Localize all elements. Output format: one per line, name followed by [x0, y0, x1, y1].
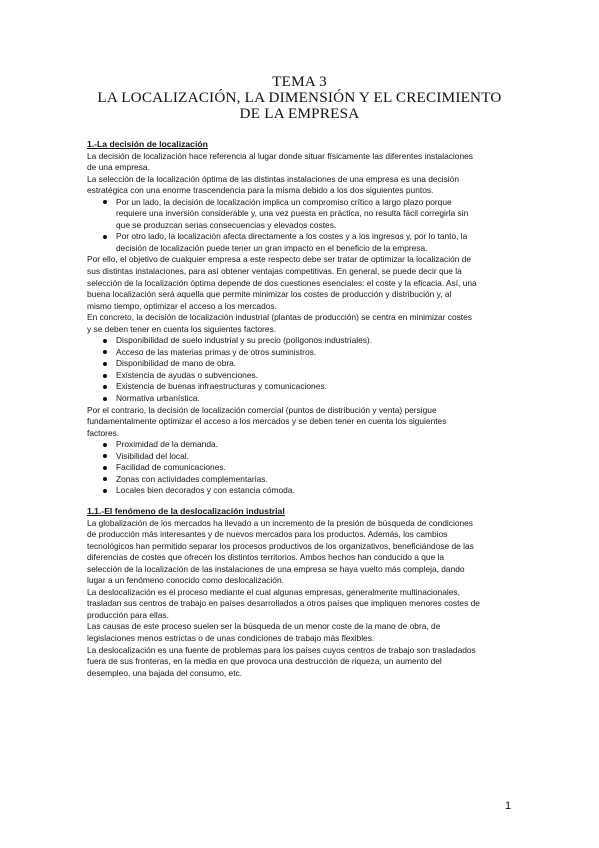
list-item: Existencia de buenas infraestructuras y comunicaciones.: [102, 381, 517, 393]
list-item: [102, 197, 517, 232]
text-line: y se deben tener en cuenta los siguientes factores.: [87, 323, 277, 334]
text-line: de una empresa.: [87, 162, 150, 173]
title-line: DE LA EMPRESA: [239, 104, 360, 122]
text-line: La decisión de localización hace referencia al lugar donde situar físicamente las diferentes instalaciones: [87, 150, 473, 161]
paragraph: [87, 174, 517, 197]
list-item: Normativa urbanística.: [102, 393, 517, 405]
text-line: La deslocalización es una fuente de problemas para los países cuyos centros de trabajo son trasladados: [87, 644, 476, 655]
paragraph: [87, 254, 517, 312]
text-line: de producción más interesantes y de nuevos mercados para los productos. Además, los cambios: [87, 529, 448, 540]
text-line: En concreto, la decisión de localización industrial (plantas de producción) se centra en minimizar costes: [87, 312, 472, 323]
paragraph: [87, 405, 517, 440]
text-line: desempleo, una bajada del consumo, etc.: [87, 667, 243, 678]
text-line: buena localización será aquella que permite minimizar los costes de producción y distribución y, al: [87, 289, 452, 300]
document-body: [87, 139, 517, 679]
text-line: estratégica con una enorme trascendencia para la misma debido a los dos siguientes puntos.: [87, 185, 434, 196]
list-item: Visibilidad del local.: [102, 451, 517, 463]
bullet-list: [87, 439, 517, 497]
title-line: LA LOCALIZACIÓN, LA DIMENSIÓN Y EL CRECIMIENTO: [97, 88, 502, 106]
title-line: TEMA 3: [272, 73, 327, 90]
section-heading: 1.-La decisión de localización: [87, 139, 208, 149]
text-line: La globalización de los mercados ha llevado a un incremento de la presión de búsqueda de condiciones: [87, 517, 473, 528]
text-line: La selección de la localización óptima de las distintas instalaciones de una empresa es una decisión: [87, 173, 459, 184]
text-line: decisión de localización puede tener un gran impacto en el beneficio de la empresa.: [116, 242, 428, 253]
list-item: Existencia de ayudas o subvenciones.: [102, 370, 517, 382]
text-line: legislaciones menos estrictas o de unas condiciones de trabajo más flexibles.: [87, 632, 375, 643]
text-line: fuera de sus fronteras, en la media en que provoca una destrucción de riqueza, un aumento del: [87, 656, 442, 667]
list-item: Locales bien decorados y con estancia cómoda.: [102, 485, 517, 497]
text-line: diferencias de costes que ofrecen los distintos territorios. Ambos hechos han conducido a que la: [87, 552, 445, 563]
paragraph: [87, 621, 517, 644]
list-item: Proximidad de la demanda.: [102, 439, 517, 451]
list-item: Disponibilidad de suelo industrial y su precio (polígonos industriales).: [102, 335, 517, 347]
section-heading: 1.1.-El fenómeno de la deslocalización industrial: [87, 505, 285, 516]
list-item: Facilidad de comunicaciones.: [102, 462, 517, 474]
list-item: Acceso de las materias primas y de otros suministros.: [102, 347, 517, 359]
text-line: Las causas de este proceso suelen ser la búsqueda de un menor coste de la mano de obra, de: [87, 621, 441, 632]
text-line: que se produzcan serias consecuencias y elevados costes.: [116, 219, 337, 230]
text-line: Por el contrario, la decisión de localización comercial (puntos de distribución y venta) persigue: [87, 404, 437, 415]
text-line: selección de la localización de las instalaciones de una empresa se haya vuelto más compleja, dando: [87, 563, 465, 574]
text-line: selección de la localización óptima depende de dos cuestiones esenciales: el coste y la eficacia. Así, una: [87, 277, 477, 288]
text-line: Por otro lado, la localización afecta directamente a los costes y a los ingresos y, por lo tanto, la: [116, 231, 468, 242]
text-line: mismo tiempo, optimizar el acceso a los mercados.: [87, 300, 277, 311]
text-line: sus distintas instalaciones, para así obtener ventajas competitivas. En general, se puede decir que la: [87, 266, 462, 277]
text-line: Por un lado, la decisión de localización implica un compromiso crítico a largo plazo porque: [116, 196, 452, 207]
text-line: Por ello, el objetivo de cualquier empresa a este respecto debe ser tratar de optimizar la localización de: [87, 254, 472, 265]
text-line: tecnológicos han permitido separar los procesos productivos de los organizativos, beneficiándose de las: [87, 540, 474, 551]
document-title: [60, 74, 539, 121]
bullet-list: [87, 335, 517, 404]
text-line: producción para ellas.: [87, 609, 169, 620]
paragraph: [87, 518, 517, 587]
text-line: factores.: [87, 427, 120, 438]
bullet-list: [87, 197, 517, 255]
paragraph: [87, 587, 517, 622]
list-item: [102, 231, 517, 254]
paragraph: [87, 645, 517, 680]
list-item: Zonas con actividades complementarias.: [102, 474, 517, 486]
text-line: fundamentalmente optimizar el acceso a los mercados y se deben tener en cuenta los siguientes: [87, 416, 447, 427]
paragraph: [87, 312, 517, 335]
list-item: Disponibilidad de mano de obra.: [102, 358, 517, 370]
text-line: lugar a un fenómeno conocido como deslocalización.: [87, 575, 284, 586]
text-line: requiere una inversión considerable y, una vez puesta en práctica, no resulta fácil corregirla sin: [116, 208, 469, 219]
text-line: La deslocalización es el proceso mediante el cual algunas empresas, generalmente multinacionales,: [87, 586, 460, 597]
paragraph: [87, 151, 517, 174]
page-number: 1: [505, 800, 512, 812]
text-line: trasladan sus centros de trabajo en países desarrollados a otros países que impliquen menores costes de: [87, 598, 480, 609]
